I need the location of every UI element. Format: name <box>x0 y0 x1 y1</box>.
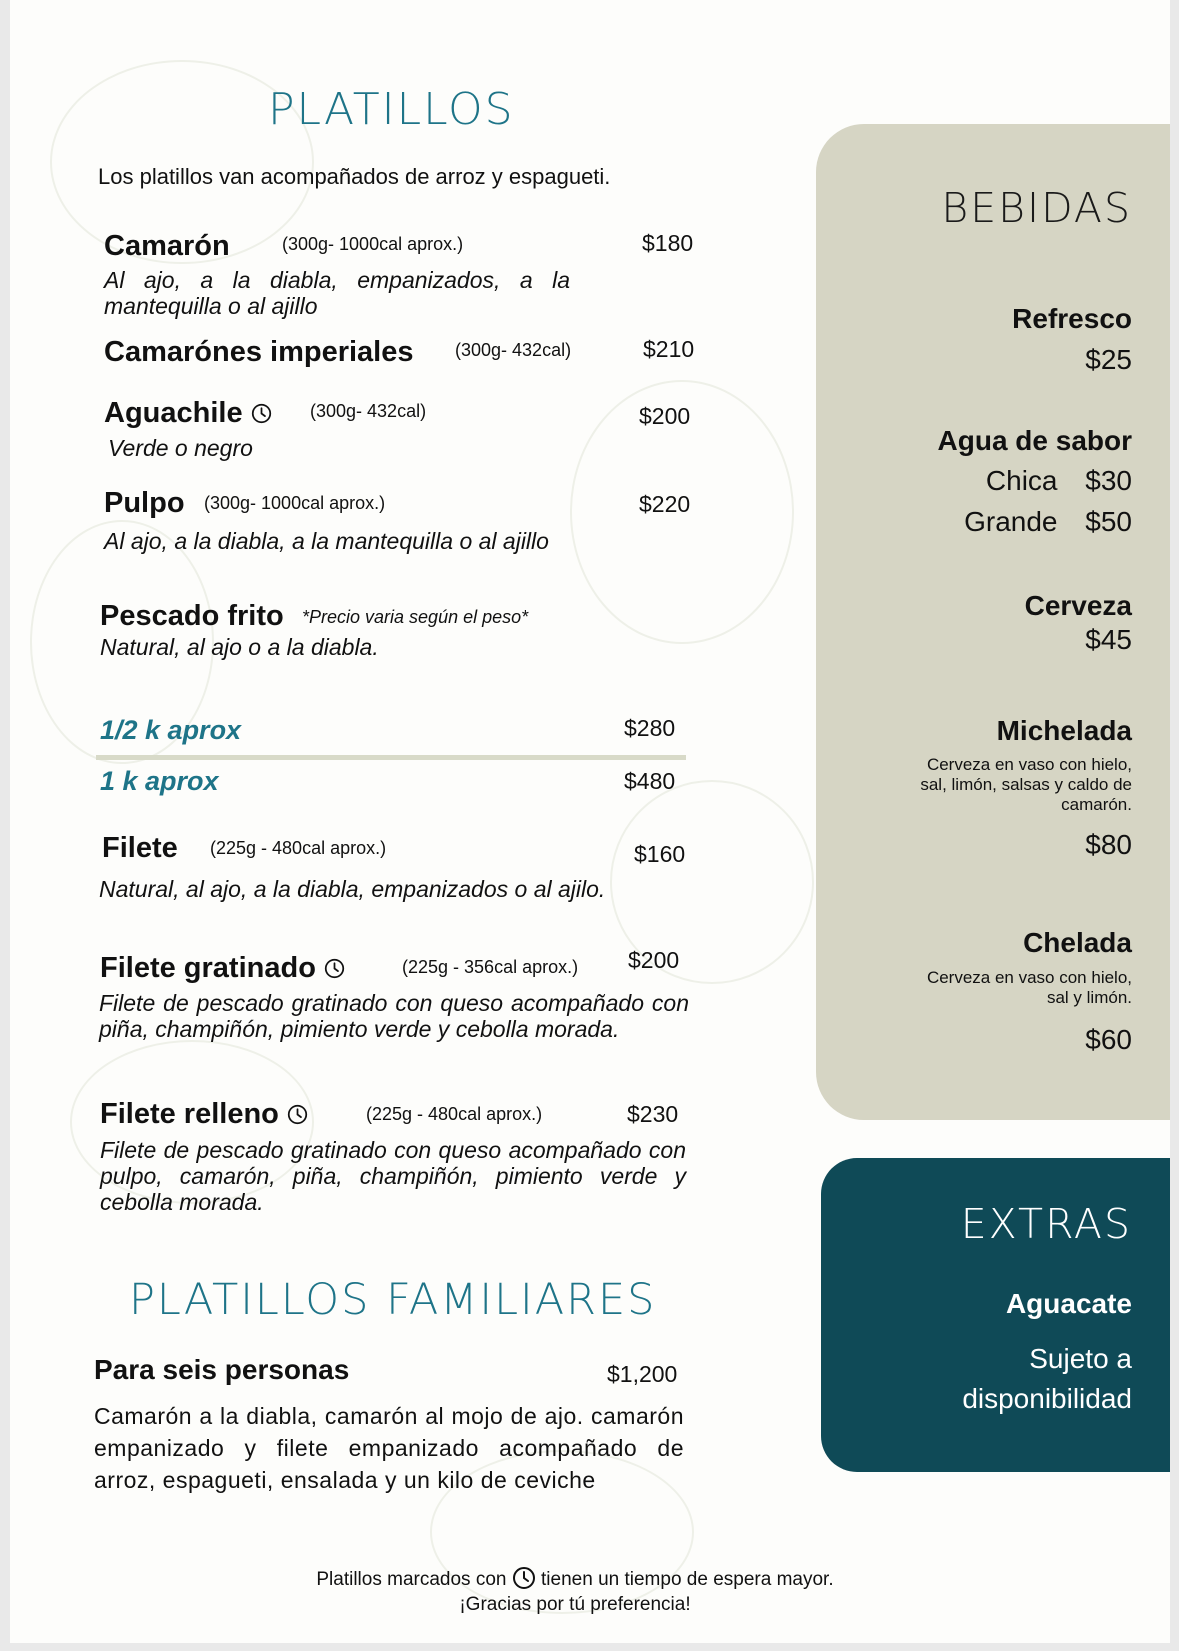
footer-thanks: ¡Gracias por tú preferencia! <box>459 1594 691 1615</box>
footer-text: tienen un tiempo de espera mayor. <box>541 1569 834 1590</box>
footer-note <box>10 1566 1140 1591</box>
extra-note: disponibilidad <box>962 1383 1132 1414</box>
clock-icon <box>324 958 345 979</box>
item-price: $200 <box>628 947 680 973</box>
drink-name: Refresco <box>1012 303 1132 334</box>
item-note: (300g- 432cal) <box>310 401 427 421</box>
divider <box>96 755 686 760</box>
item-note: (225g - 480cal aprox.) <box>366 1104 543 1124</box>
item-name: Camarón <box>104 230 230 262</box>
extras-panel <box>821 1158 1170 1472</box>
drink-description: sal, limón, salsas y caldo de <box>920 775 1132 794</box>
drink-price: $25 <box>1085 344 1132 375</box>
item-name: Camarónes imperiales <box>104 336 414 368</box>
item-note: *Precio varia según el peso* <box>302 607 529 627</box>
extra-note: Sujeto a <box>1029 1343 1132 1374</box>
item-description: Al ajo, a la diabla, empanizados, a la mantequilla o al ajillo <box>104 267 570 319</box>
item-description: Verde o negro <box>108 435 253 461</box>
size-price: $280 <box>624 715 676 741</box>
item-name-text: Filete relleno <box>100 1098 279 1130</box>
item-price: $230 <box>627 1101 679 1127</box>
familiares-price: $1,200 <box>607 1361 678 1387</box>
drink-description: Cerveza en vaso con hielo, <box>926 755 1132 774</box>
drink-name: Chelada <box>1023 927 1132 958</box>
footer-text: Platillos marcados con <box>316 1569 507 1590</box>
item-name: Pescado frito <box>100 600 284 632</box>
bebidas-title: BEBIDAS <box>941 184 1132 232</box>
size-label: Grande <box>964 506 1058 537</box>
size-label: 1/2 k aprox <box>100 715 242 745</box>
item-name-text: Aguachile <box>104 397 243 429</box>
item-note: (300g- 1000cal aprox.) <box>282 234 464 254</box>
drink-name: Agua de sabor <box>937 425 1132 456</box>
familiares-title: PLATILLOS FAMILIARES <box>129 1275 657 1325</box>
bebidas-panel <box>816 124 1170 1120</box>
familiares-description: Camarón a la diabla, camarón al mojo de ajo. camarón empanizado y filete empanizado acompañado de arroz, espagueti, ensalada y un kilo de ceviche <box>94 1403 684 1493</box>
menu-page <box>10 0 1170 1643</box>
item-description: Natural, al ajo, a la diabla, empanizados o al ajilo. <box>99 876 606 902</box>
drink-price: $60 <box>1085 1024 1132 1055</box>
item-description: Filete de pescado gratinado con queso acompañado con pulpo, camarón, piña, champiñón, pimiento verde y cebolla morada. <box>100 1137 686 1215</box>
item-name <box>100 1098 308 1131</box>
platillos-title: PLATILLOS <box>268 84 515 135</box>
item-description: Al ajo, a la diabla, a la mantequilla o al ajillo <box>104 528 549 554</box>
item-note: (225g - 480cal aprox.) <box>210 838 387 858</box>
drink-description: sal y limón. <box>1046 988 1132 1007</box>
item-description: Filete de pescado gratinado con queso acompañado con piña, champiñón, pimiento verde y cebolla morada. <box>99 990 689 1042</box>
familiares-name: Para seis personas <box>94 1354 350 1385</box>
size-label: Chica <box>985 465 1058 496</box>
item-name: Pulpo <box>104 487 185 519</box>
item-price: $210 <box>643 336 695 362</box>
size-label: 1 k aprox <box>100 766 219 796</box>
item-price: $180 <box>642 230 694 256</box>
size-price: $30 <box>1085 465 1132 496</box>
item-note: (300g- 1000cal aprox.) <box>204 493 386 513</box>
platillos-intro: Los platillos van acompañados de arroz y espagueti. <box>98 164 611 189</box>
clock-icon <box>251 403 272 424</box>
item-price: $200 <box>639 403 691 429</box>
size-price: $480 <box>624 768 676 794</box>
drink-description: camarón. <box>1061 795 1132 814</box>
item-note: (225g - 356cal aprox.) <box>402 957 579 977</box>
item-note: (300g- 432cal) <box>455 340 572 360</box>
item-name: Filete <box>102 832 178 864</box>
drink-name: Cerveza <box>1024 590 1132 621</box>
size-price: $50 <box>1085 506 1132 537</box>
clock-icon <box>287 1104 308 1125</box>
drink-size <box>964 506 1132 538</box>
extra-name: Aguacate <box>1005 1288 1132 1319</box>
item-name-text: Filete gratinado <box>100 952 316 984</box>
drink-name: Michelada <box>996 715 1132 746</box>
item-name <box>104 397 272 430</box>
item-price: $160 <box>634 841 686 867</box>
drink-description: Cerveza en vaso con hielo, <box>926 968 1132 987</box>
item-description: Natural, al ajo o a la diabla. <box>100 634 379 660</box>
drink-size <box>986 465 1132 497</box>
item-name <box>100 952 345 985</box>
item-price: $220 <box>639 491 691 517</box>
clock-icon <box>512 1566 536 1590</box>
drink-price: $45 <box>1085 624 1132 655</box>
extras-title: EXTRAS <box>960 1200 1132 1248</box>
drink-price: $80 <box>1085 829 1132 860</box>
